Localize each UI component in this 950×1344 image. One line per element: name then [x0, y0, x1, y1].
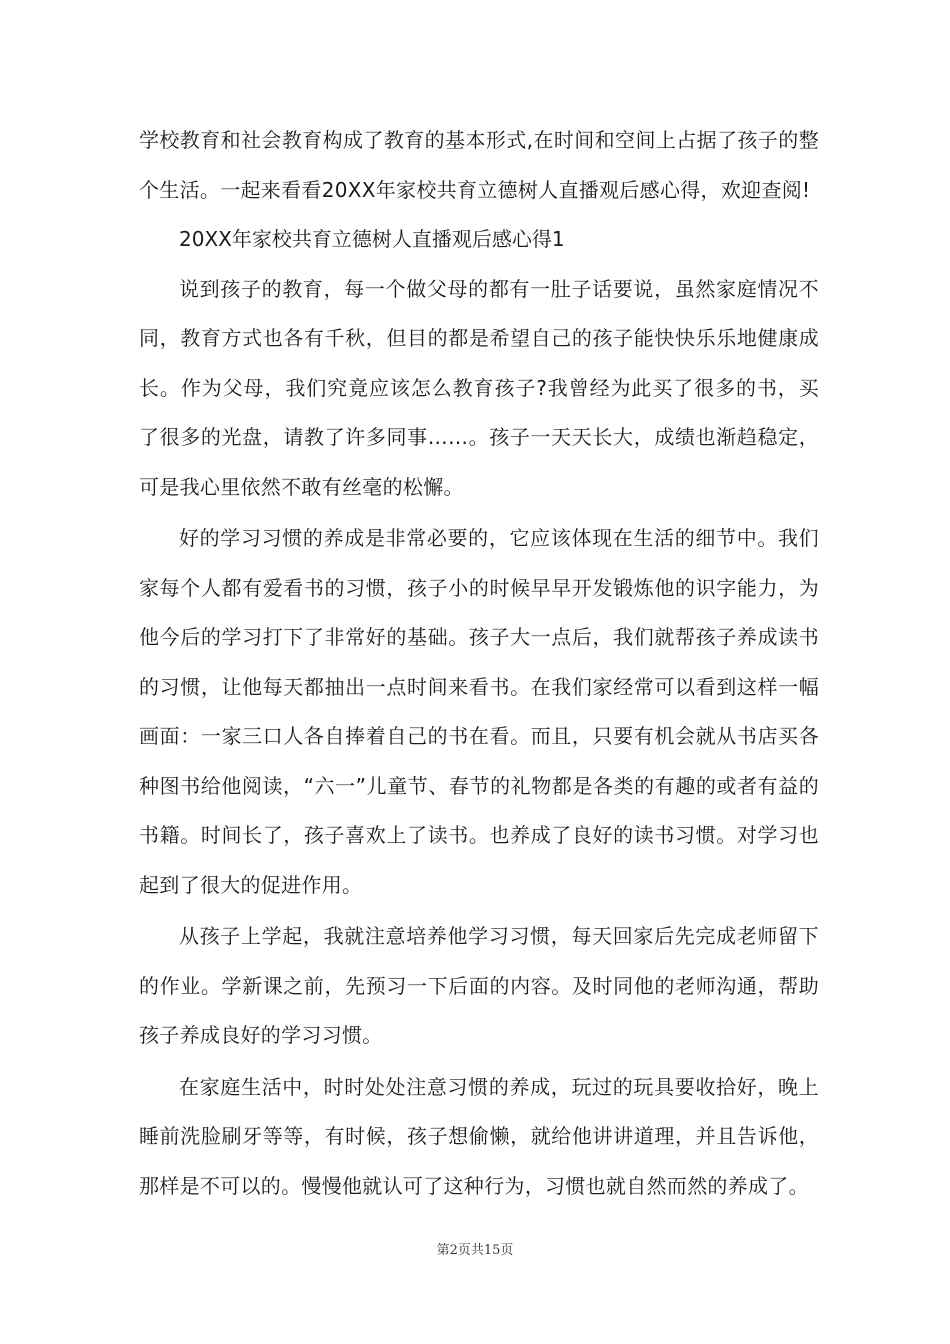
body-paragraph-2: 好的学习习惯的养成是非常必要的，它应该体现在生活的细节中。我们家每个人都有爱看书的习惯，孩子小的时候早早开发锻炼他的识字能力，为他今后的学习打下了非常好的基础。孩子大一点后，我们就帮孩子养成读书的习惯，让他每天都抽出一点时间来看书。在我们家经常可以看到这样一幅画面：一家三口人各自捧着自己的书在看。而且，只要有机会就从书店买各种图书给他阅读，“六一”儿童节、春节的礼物都是各类的有趣的或者有益的书籍。时间长了，孩子喜欢上了读书。也养成了良好的读书习惯。对学习也起到了很大的促进作用。 [139, 526, 819, 897]
document-body [139, 116, 819, 1211]
section-heading: 20XX年家校共育立德树人直播观后感心得1 [179, 227, 565, 251]
body-paragraph-3: 从孩子上学起，我就注意培养他学习习惯，每天回家后先完成老师留下的作业。学新课之前，先预习一下后面的内容。及时同他的老师沟通，帮助孩子养成良好的学习习惯。 [139, 924, 819, 1047]
intro-paragraph: 学校教育和社会教育构成了教育的基本形式,在时间和空间上占据了孩子的整个生活。一起来看看20XX年家校共育立德树人直播观后感心得，欢迎查阅! [139, 128, 819, 202]
body-paragraph-4: 在家庭生活中，时时处处注意习惯的养成，玩过的玩具要收拾好，晚上睡前洗脸刷牙等等，有时候，孩子想偷懒，就给他讲讲道理，并且告诉他，那样是不可以的。慢慢他就认可了这种行为，习惯也就自然而然的养成了。 [139, 1074, 819, 1198]
page-footer: 第2页共15页 [436, 1243, 514, 1258]
body-paragraph-1: 说到孩子的教育，每一个做父母的都有一肚子话要说，虽然家庭情况不同，教育方式也各有千秋，但目的都是希望自己的孩子能快快乐乐地健康成长。作为父母，我们究竟应该怎么教育孩子?我曾经为此买了很多的书，买了很多的光盘，请教了许多同事……。孩子一天天长大，成绩也渐趋稳定，可是我心里依然不敢有丝毫的松懈。 [139, 276, 819, 499]
